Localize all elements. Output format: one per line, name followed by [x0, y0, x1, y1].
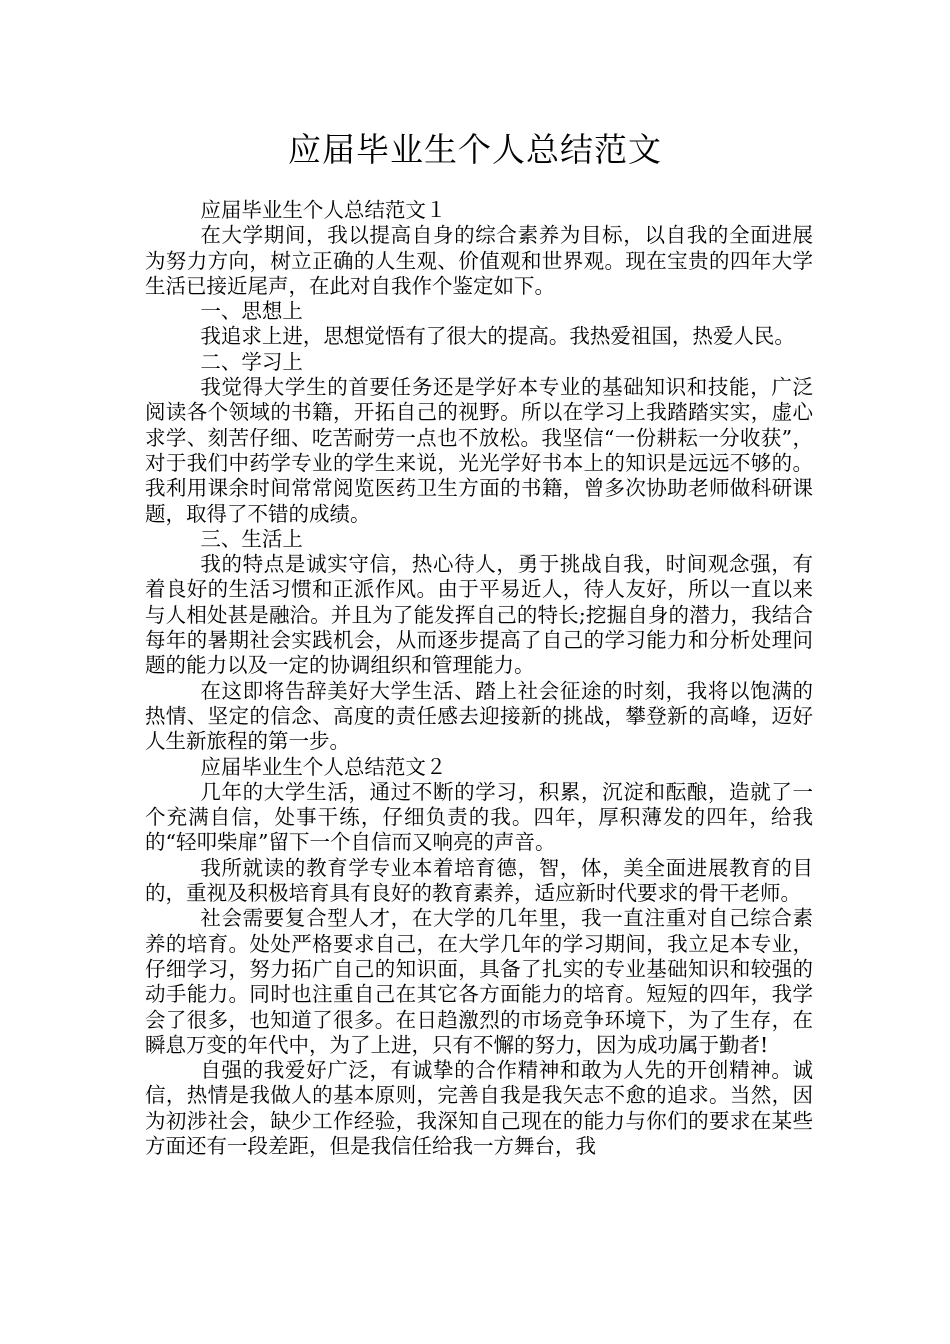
section-heading: 三、生活上: [200, 526, 303, 551]
paragraph: 自强的我爱好广泛，有诚挚的合作精神和敢为人先的开创精神。诚信，热情是我做人的基本原则，完善自我是我矢志不愈的追求。当然，因为初涉社会，缺少工作经验，我深知自己现在的能力与你们的要求在某些方面还有一段差距，但是我信任给我一方舞台，我: [145, 1058, 813, 1158]
section-heading: 二、学习上: [200, 349, 303, 374]
paragraph: 我追求上进，思想觉悟有了很大的提高。我热爱祖国，热爱人民。: [200, 324, 795, 349]
section-heading: 应届毕业生个人总结范文２: [200, 754, 447, 779]
document-title: 应届毕业生个人总结范文: [288, 130, 662, 169]
document-body: [145, 198, 813, 1159]
section-heading: 应届毕业生个人总结范文１: [200, 198, 447, 222]
paragraph: 几年的大学生活，通过不断的学习，积累，沉淀和酝酿，造就了一个充满自信，处事干练，仔细负责的我。四年，厚积薄发的四年，给我的“轻叩柴扉”留下一个自信而又响亮的声音。: [145, 779, 813, 855]
paragraph: 在大学期间，我以提高自身的综合素养为目标，以自我的全面进展为努力方向，树立正确的人生观、价值观和世界观。现在宝贵的四年大学生活已接近尾声，在此对自我作个鉴定如下。: [145, 223, 813, 298]
paragraph: 我所就读的教育学专业本着培育德，智，体，美全面进展教育的目的，重视及积极培育具有良好的教育素养，适应新时代要求的骨干老师。: [145, 855, 813, 906]
paragraph: 在这即将告辞美好大学生活、踏上社会征途的时刻，我将以饱满的热情、坚定的信念、高度的责任感去迎接新的挑战，攀登新的高峰，迈好人生新旅程的第一步。: [145, 678, 813, 754]
paragraph: 我觉得大学生的首要任务还是学好本专业的基础知识和技能，广泛阅读各个领域的书籍，开拓自己的视野。所以在学习上我踏踏实实，虚心求学、刻苦仔细、吃苦耐劳一点也不放松。我坚信“一份耕耘一分收获”，对于我们中药学专业的学生来说，光光学好书本上的知识是远远不够的。我利用课余时间常常阅览医药卫生方面的书籍，曾多次协助老师做科研课题，取得了不错的成绩。: [145, 375, 813, 526]
paragraph: 社会需要复合型人才，在大学的几年里，我一直注重对自己综合素养的培育。处处严格要求自己，在大学几年的学习期间，我立足本专业，仔细学习，努力拓广自己的知识面，具备了扎实的专业基础知识和较强的动手能力。同时也注重自己在其它各方面能力的培育。短短的四年，我学会了很多，也知道了很多。在日趋激烈的市场竞争环境下，为了生存，在瞬息万变的年代中，为了上进，只有不懈的努力，因为成功属于勤者!: [145, 906, 813, 1057]
paragraph: 我的特点是诚实守信，热心待人，勇于挑战自我，时间观念强，有着良好的生活习惯和正派作风。由于平易近人，待人友好，所以一直以来与人相处甚是融洽。并且为了能发挥自己的特长;挖掘自身的潜力，我结合每年的暑期社会实践机会，从而逐步提高了自己的学习能力和分析处理问题的能力以及一定的协调组织和管理能力。: [145, 552, 813, 678]
section-heading: 一、思想上: [200, 299, 303, 324]
